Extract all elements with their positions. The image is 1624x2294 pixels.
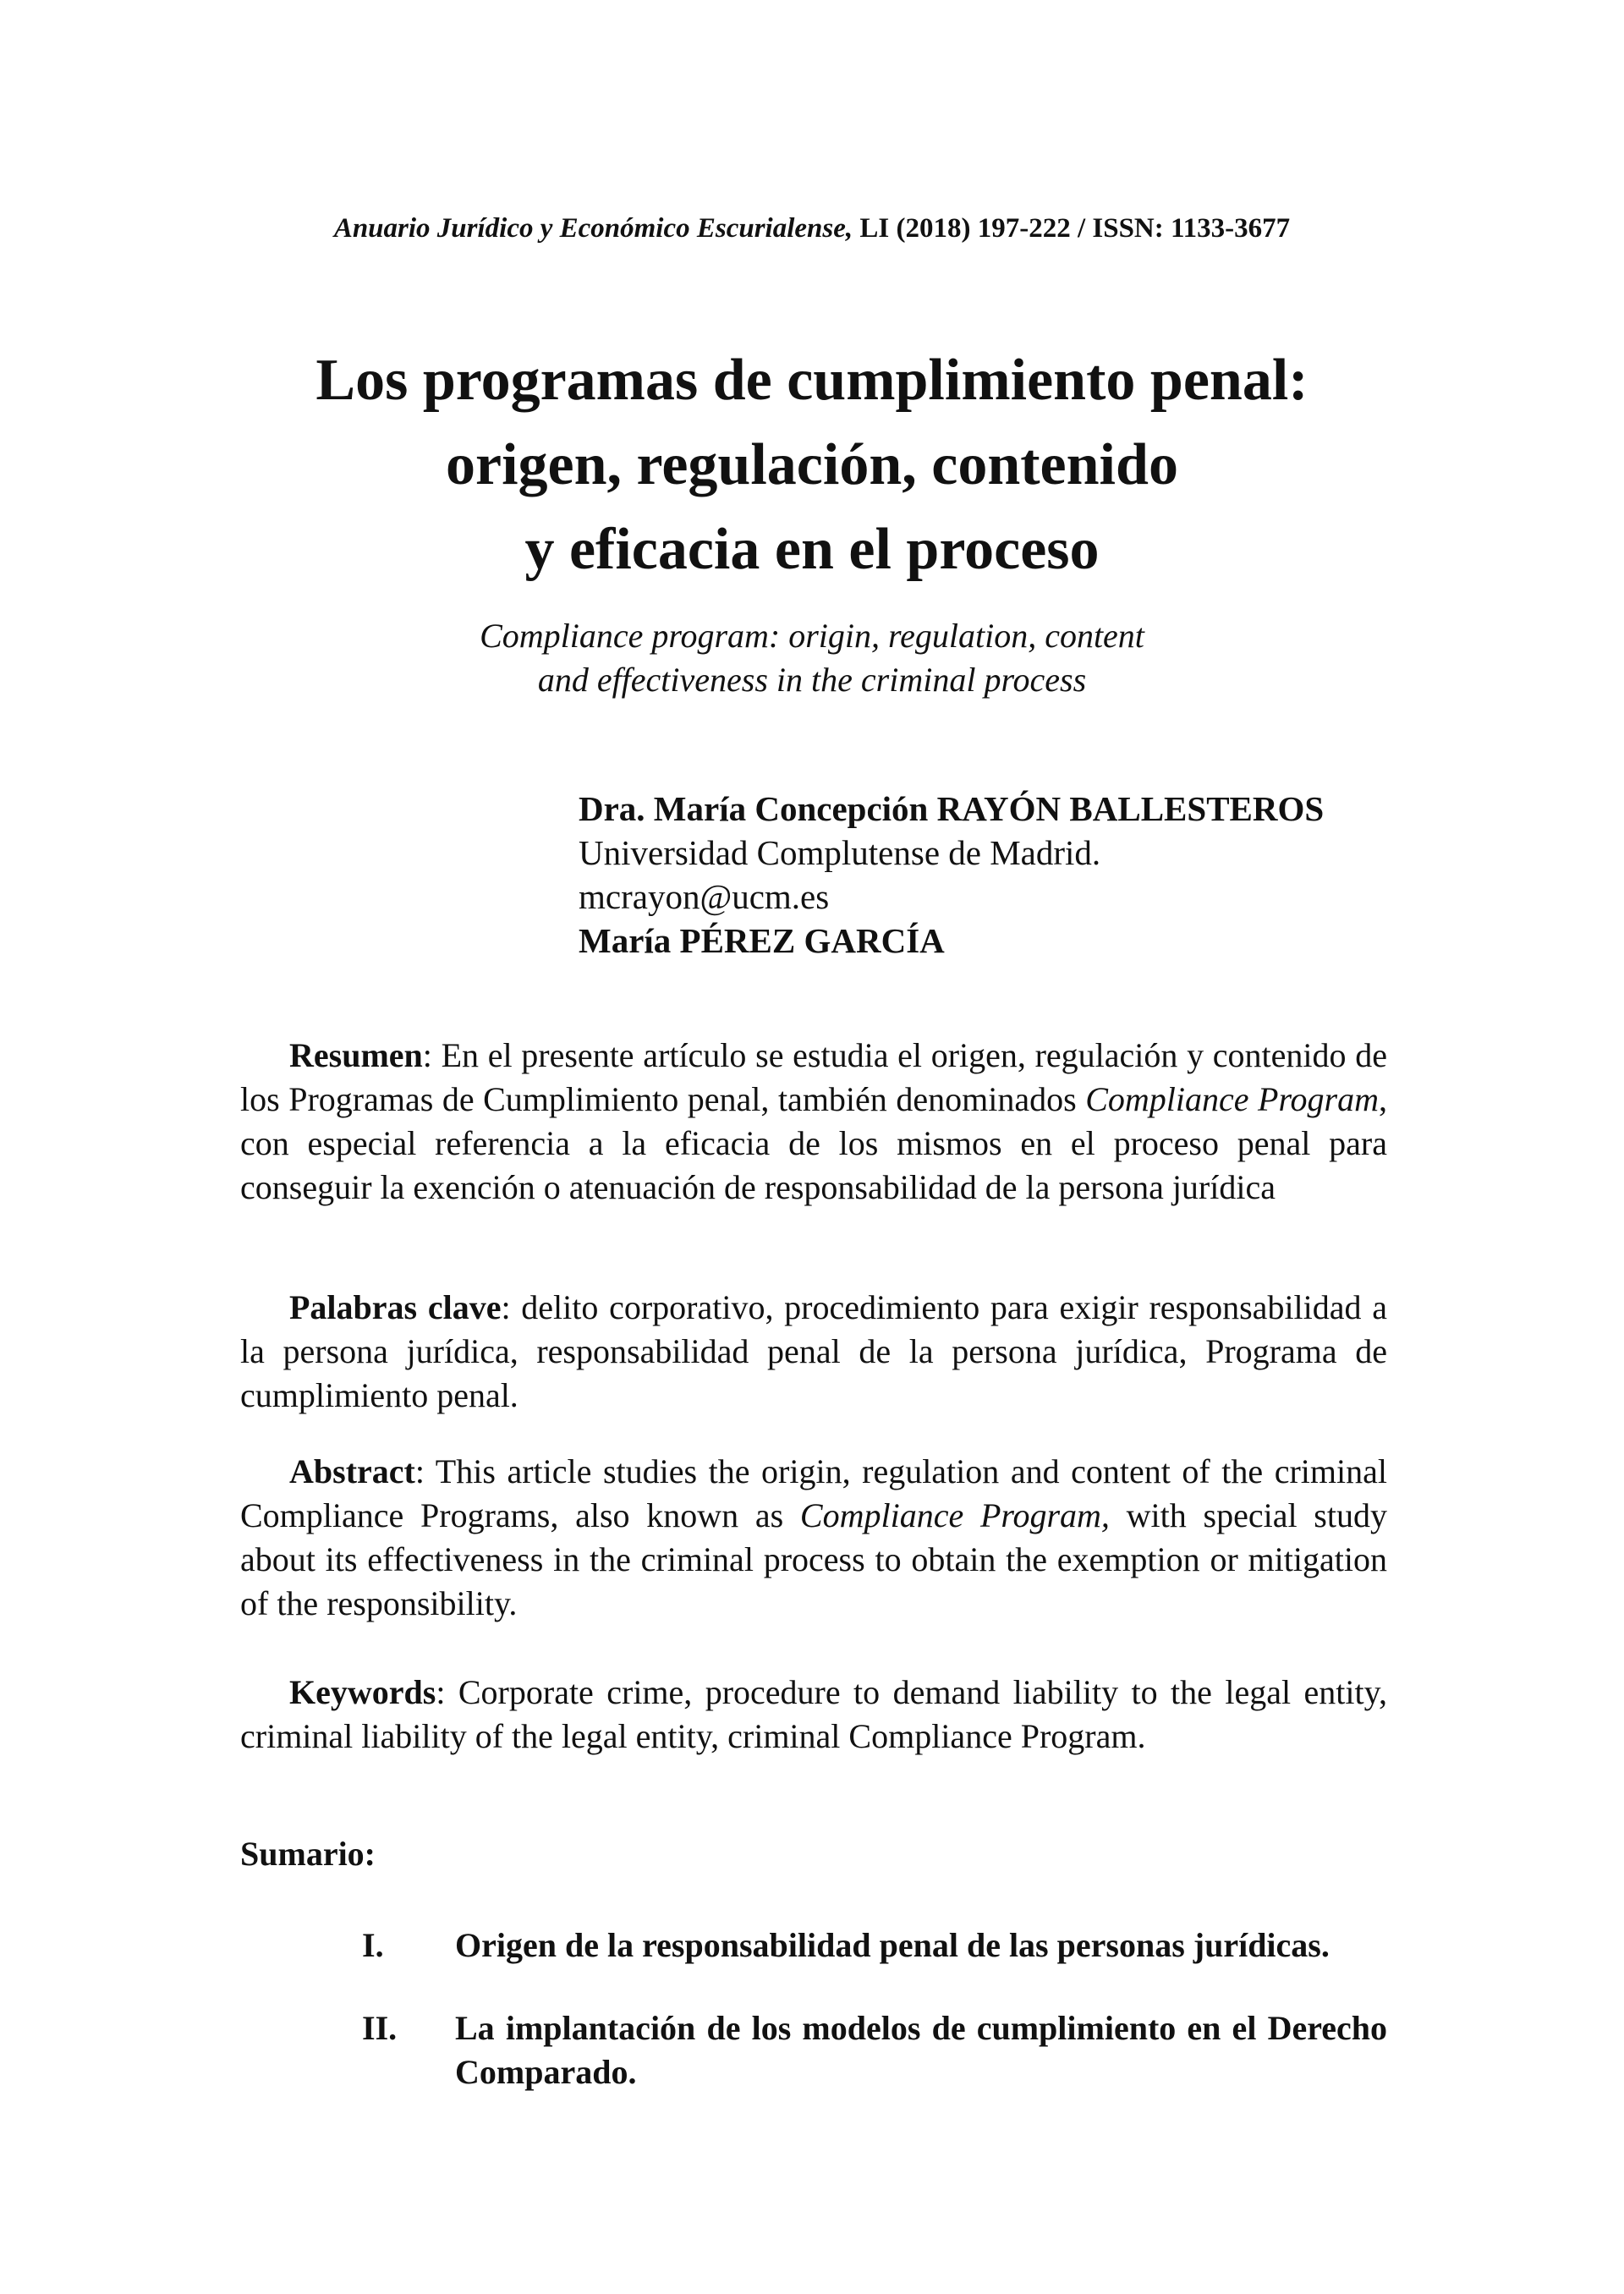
abstract-label: Abstract (289, 1452, 415, 1490)
paper-subtitle (0, 614, 1624, 702)
journal-header (0, 213, 1624, 244)
author-1-affiliation: Universidad Complutense de Madrid. (579, 833, 1101, 872)
resumen-paragraph (240, 1034, 1387, 1210)
resumen-label: Resumen (289, 1036, 423, 1074)
journal-name: Anuario Jurídico y Económico Escurialense, (333, 213, 853, 244)
sumario-heading: Sumario: (240, 1835, 376, 1873)
title-line-2: origen, regulación, contenido (446, 432, 1178, 497)
resumen-italic: Compliance Program (1085, 1080, 1379, 1118)
title-line-1: Los programas de cumplimiento penal: (315, 348, 1309, 413)
paper-title (0, 338, 1624, 592)
sumario-item (362, 2006, 1387, 2094)
abstract-text-b: with special study about its effectiveness in the criminal process to obtain the exemption or mitigation of the responsibility. (240, 1496, 1387, 1622)
sumario-item-text: La implantación de los modelos de cumplimiento en el Derecho Comparado. (455, 2009, 1387, 2091)
abstract-text-a: : This article studies the origin, regulation and content of the criminal Compliance Programs, also known as (240, 1452, 1387, 1534)
subtitle-line-2: and effectiveness in the criminal process (537, 661, 1087, 699)
sumario-item-number: I. (362, 1926, 384, 1964)
sumario-item-text: Origen de la responsabilidad penal de las personas jurídicas. (455, 1926, 1330, 1964)
keywords-label: Keywords (289, 1673, 436, 1711)
sumario-item (362, 1924, 1387, 1967)
abstract-italic: Compliance Program, (799, 1496, 1110, 1534)
author-block (579, 787, 1324, 963)
sumario-item-number: II. (362, 2009, 398, 2047)
palabras-clave-text: : delito corporativo, procedimiento para exigir responsabilidad a la persona jurídica, responsabilidad penal de la persona jurídica, Programa de cumplimiento penal. (240, 1288, 1387, 1414)
author-1-name: Dra. María Concepción RAYÓN BALLESTEROS (579, 789, 1325, 828)
title-line-3: y eficacia en el proceso (524, 517, 1100, 582)
palabras-clave-label: Palabras clave (289, 1288, 502, 1326)
author-2-name: María PÉREZ GARCÍA (579, 921, 945, 960)
resumen-text-b: , con especial referencia a la eficacia de los mismos en el proceso penal para conseguir la exención o atenuación de responsabilidad de la persona jurídica (240, 1080, 1387, 1206)
abstract-paragraph (240, 1450, 1387, 1626)
subtitle-line-1: Compliance program: origin, regulation, content (480, 617, 1144, 655)
keywords-text: : Corporate crime, procedure to demand liability to the legal entity, criminal liability of the legal entity, criminal Compliance Program. (240, 1673, 1387, 1755)
palabras-clave-paragraph (240, 1286, 1387, 1418)
author-1-email: mcrayon@ucm.es (579, 877, 830, 916)
resumen-text-a: : En el presente artículo se estudia el origen, regulación y contenido de los Programas de Cumplimiento penal, también denominados (240, 1036, 1387, 1118)
keywords-paragraph (240, 1671, 1387, 1759)
journal-details: LI (2018) 197-222 / ISSN: 1133-3677 (853, 213, 1291, 244)
